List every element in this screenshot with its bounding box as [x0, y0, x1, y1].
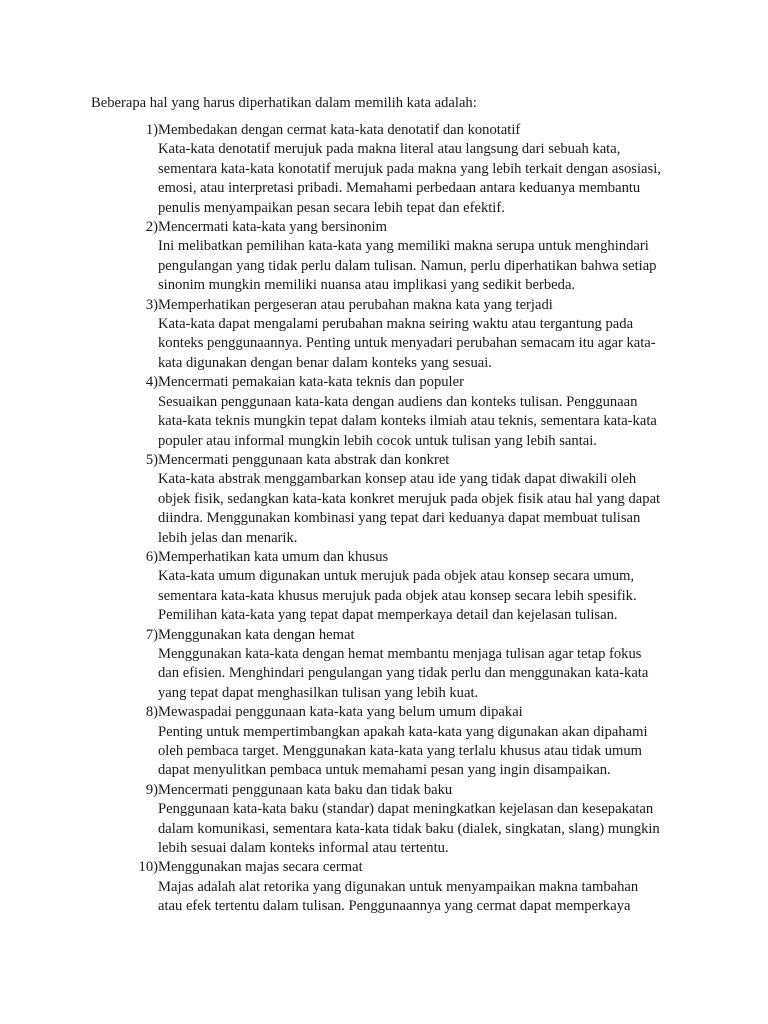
body-text-line: objek fisik, sedangkan kata-kata konkret merujuk pada objek fisik atau hal yang dapat: [158, 490, 661, 507]
list-item: [0, 451, 678, 548]
list-item-body: [158, 878, 678, 917]
body-text-line: sinonim mungkin memiliki nuansa atau implikasi yang sedikit berbeda.: [158, 277, 576, 294]
list-item-heading: Mencermati pemakaian kata-kata teknis dan populer: [158, 374, 464, 391]
list-item-number: 2): [145, 219, 158, 236]
body-text-line: Majas adalah alat retorika yang digunakan untuk menyampaikan makna tambahan: [158, 878, 639, 895]
list-item-body: [158, 800, 678, 858]
body-text-line: atau efek tertentu dalam tulisan. Penggunaannya yang cermat dapat memperkaya: [158, 898, 631, 915]
list-item-number: 7): [145, 626, 158, 643]
list-item-number: 10): [138, 859, 158, 876]
list-item: [0, 703, 678, 781]
body-text-line: kata-kata teknis mungkin tepat dalam konteks ilmiah atau teknis, sementara kata-kata: [158, 413, 657, 430]
list-item: [0, 858, 678, 916]
body-text-line: Menggunakan kata-kata dengan hemat membantu menjaga tulisan agar tetap fokus: [158, 645, 642, 662]
list-item-body: [158, 237, 678, 295]
body-text-line: Pemilihan kata-kata yang tepat dapat memperkaya detail dan kejelasan tulisan.: [158, 607, 618, 624]
list-item-body: [158, 567, 678, 625]
list-item-heading: Menggunakan kata dengan hemat: [158, 626, 355, 643]
list-item-heading: Memperhatikan pergeseran atau perubahan makna kata yang terjadi: [158, 296, 553, 313]
list-item-heading: Memperhatikan kata umum dan khusus: [158, 548, 389, 565]
body-text-line: diindra. Menggunakan kombinasi yang tepat dari keduanya dapat membuat tulisan: [158, 510, 641, 527]
body-text-line: Kata-kata denotatif merujuk pada makna literal atau langsung dari sebuah kata,: [158, 141, 621, 158]
list-item-body: [158, 393, 678, 451]
list-item: [0, 296, 678, 374]
body-text-line: lebih jelas dan menarik.: [158, 529, 298, 546]
list-item-body: [158, 645, 678, 703]
intro-paragraph: Beberapa hal yang harus diperhatikan dalam memilih kata adalah:: [91, 95, 477, 111]
list-item: [0, 218, 678, 296]
body-text-line: konteks penggunaannya. Penting untuk menyadari perubahan semacam itu agar kata-: [158, 335, 656, 352]
body-text-line: Kata-kata dapat mengalami perubahan makna seiring waktu atau tergantung pada: [158, 316, 634, 333]
list-item: [0, 121, 678, 218]
list-item: [0, 373, 678, 451]
list-item: [0, 548, 678, 626]
body-text-line: Penting untuk mempertimbangkan apakah kata-kata yang digunakan akan dipahami: [158, 723, 648, 740]
list-item-heading: Mencermati penggunaan kata baku dan tidak baku: [158, 781, 453, 798]
body-text-line: lebih sesuai dalam konteks informal atau tertentu.: [158, 840, 449, 857]
list-item-number: 6): [145, 548, 158, 565]
body-text-line: kata digunakan dengan benar dalam konteks yang sesuai.: [158, 354, 492, 371]
body-text-line: Kata-kata umum digunakan untuk merujuk pada objek atau konsep secara umum,: [158, 568, 635, 585]
list-item-number: 1): [145, 122, 158, 138]
list-item-heading: Mencermati kata-kata yang bersinonim: [158, 219, 387, 236]
body-text-line: Kata-kata abstrak menggambarkan konsep atau ide yang tidak dapat diwakili oleh: [158, 471, 637, 488]
body-text-line: sementara kata-kata konotatif merujuk pada makna yang lebih terkait dengan asosiasi,: [158, 160, 661, 177]
list-item: [0, 626, 678, 704]
body-text-line: dan efisien. Menghindari pengulangan yang tidak perlu dan menggunakan kata-kata: [158, 665, 649, 682]
list-item-number: 4): [145, 374, 158, 391]
body-text-line: sementara kata-kata khusus merujuk pada objek atau konsep secara lebih spesifik.: [158, 587, 637, 604]
list-item-heading: Mencermati penggunaan kata abstrak dan konkret: [158, 451, 450, 468]
body-text-line: oleh pembaca target. Menggunakan kata-kata yang terlalu khusus atau tidak umum: [158, 743, 643, 759]
body-text-line: dalam komunikasi, sementara kata-kata tidak baku (dialek, singkatan, slang) mungkin: [158, 820, 660, 837]
list-item-heading: Membedakan dengan cermat kata-kata denotatif dan konotatif: [158, 122, 521, 138]
body-text-line: yang tepat dapat menghasilkan tulisan yang lebih kuat.: [158, 684, 479, 701]
list-item-body: [158, 140, 678, 218]
body-text-line: Penggunaan kata-kata baku (standar) dapat meningkatkan kejelasan dan kesepakatan: [158, 801, 654, 818]
list-item-number: 8): [145, 704, 158, 721]
body-text-line: pengulangan yang tidak perlu dalam tulisan. Namun, perlu diperhatikan bahwa setiap: [158, 257, 657, 274]
list-item-heading: Mewaspadai penggunaan kata-kata yang belum umum dipakai: [158, 704, 523, 721]
list-item-number: 9): [145, 781, 158, 798]
body-text-line: penulis menyampaikan pesan secara lebih tepat dan efektif.: [158, 199, 505, 216]
body-text-line: emosi, atau interpretasi pribadi. Memahami perbedaan antara keduanya membantu: [158, 180, 641, 197]
body-text-line: dapat menyulitkan pembaca untuk memahami pesan yang ingin disampaikan.: [158, 762, 611, 779]
list-item: [0, 781, 678, 859]
list-item-number: 3): [145, 296, 158, 313]
list-item-body: [158, 470, 678, 548]
list-item-body: [158, 723, 678, 781]
list-item-number: 5): [145, 451, 158, 468]
body-text-line: Sesuaikan penggunaan kata-kata dengan audiens dan konteks tulisan. Penggunaan: [158, 393, 638, 410]
body-text-line: Ini melibatkan pemilihan kata-kata yang memiliki makna serupa untuk menghindari: [158, 238, 649, 255]
list-item-heading: Menggunakan majas secara cermat: [158, 859, 363, 876]
list-item-body: [158, 315, 678, 373]
numbered-list: [0, 121, 768, 917]
body-text-line: populer atau informal mungkin lebih cocok untuk tulisan yang lebih santai.: [158, 432, 597, 449]
